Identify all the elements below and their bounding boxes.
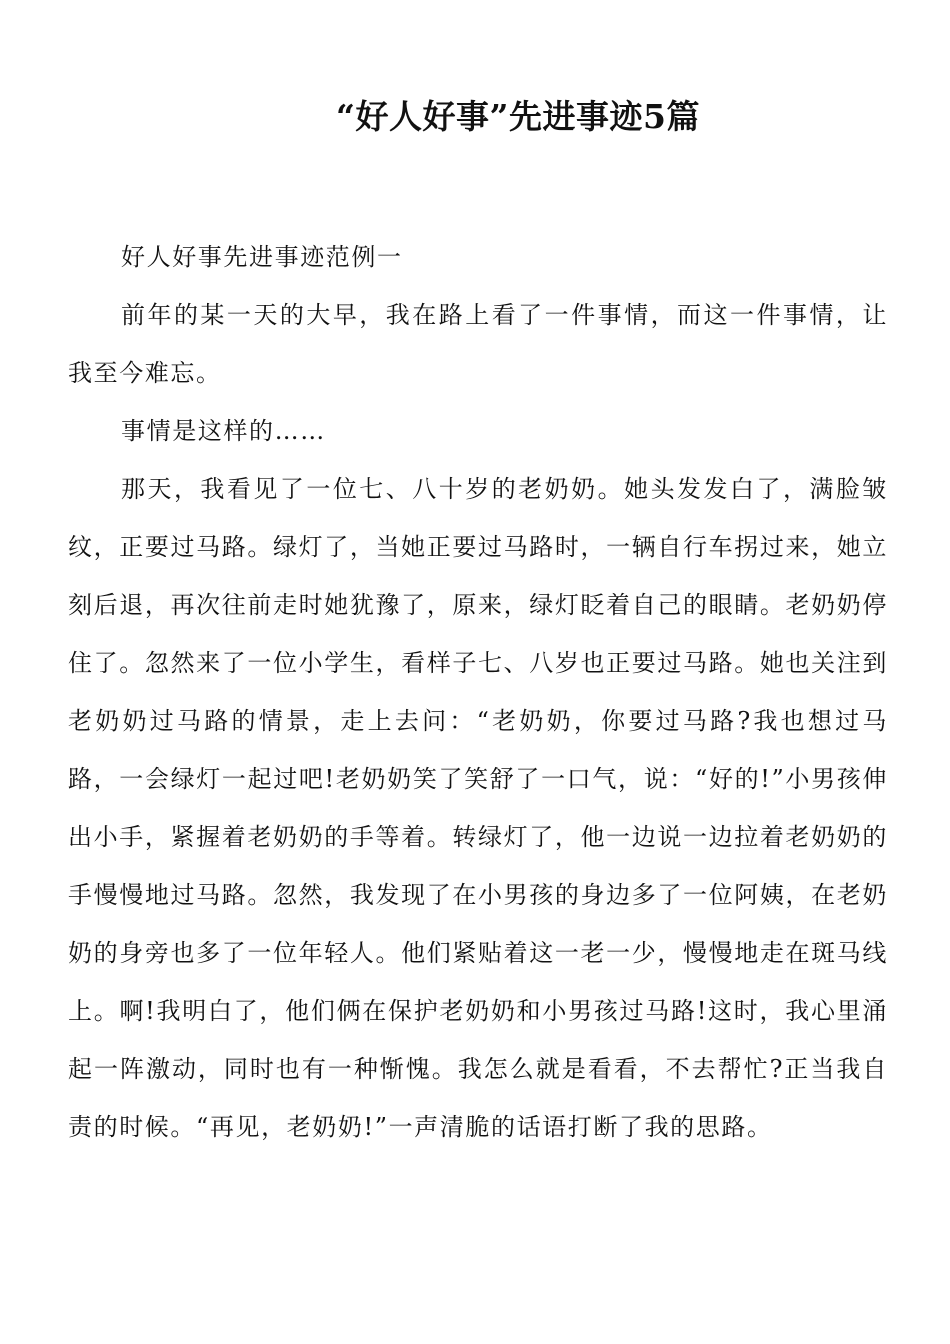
paragraph: 事情是这样的……: [121, 417, 326, 445]
document-body: [68, 228, 888, 1156]
paragraph: 前年的某一天的大早，我在路上看了一件事情，而这一件事情，让我至今难忘。: [68, 301, 888, 387]
paragraph: 那天，我看见了一位七、八十岁的老奶奶。她头发发白了，满脸皱纹，正要过马路。绿灯了，当她正要过马路时，一辆自行车拐过来，她立刻后退，再次往前走时她犹豫了，原来，绿灯眨着自己的眼睛。老奶奶停住了。忽然来了一位小学生，看样子七、八岁也正要过马路。她也关注到老奶奶过马路的情景，走上去问：“老奶奶，你要过马路?我也想过马路，一会绿灯一起过吧!老奶奶笑了笑舒了一口气，说：“好的!”小男孩伸出小手，紧握着老奶奶的手等着。转绿灯了，他一边说一边拉着老奶奶的手慢慢地过马路。忽然，我发现了在小男孩的身边多了一位阿姨，在老奶奶的身旁也多了一位年轻人。他们紧贴着这一老一少，慢慢地走在斑马线上。啊!我明白了，他们俩在保护老奶奶和小男孩过马路!这时，我心里涌起一阵激动，同时也有一种惭愧。我怎么就是看看，不去帮忙?正当我自责的时候。“再见，老奶奶!”一声清脆的话语打断了我的思路。: [68, 475, 888, 1141]
document-title: “好人好事”先进事迹5篇: [336, 97, 700, 136]
section-heading: 好人好事先进事迹范例一: [121, 243, 403, 271]
